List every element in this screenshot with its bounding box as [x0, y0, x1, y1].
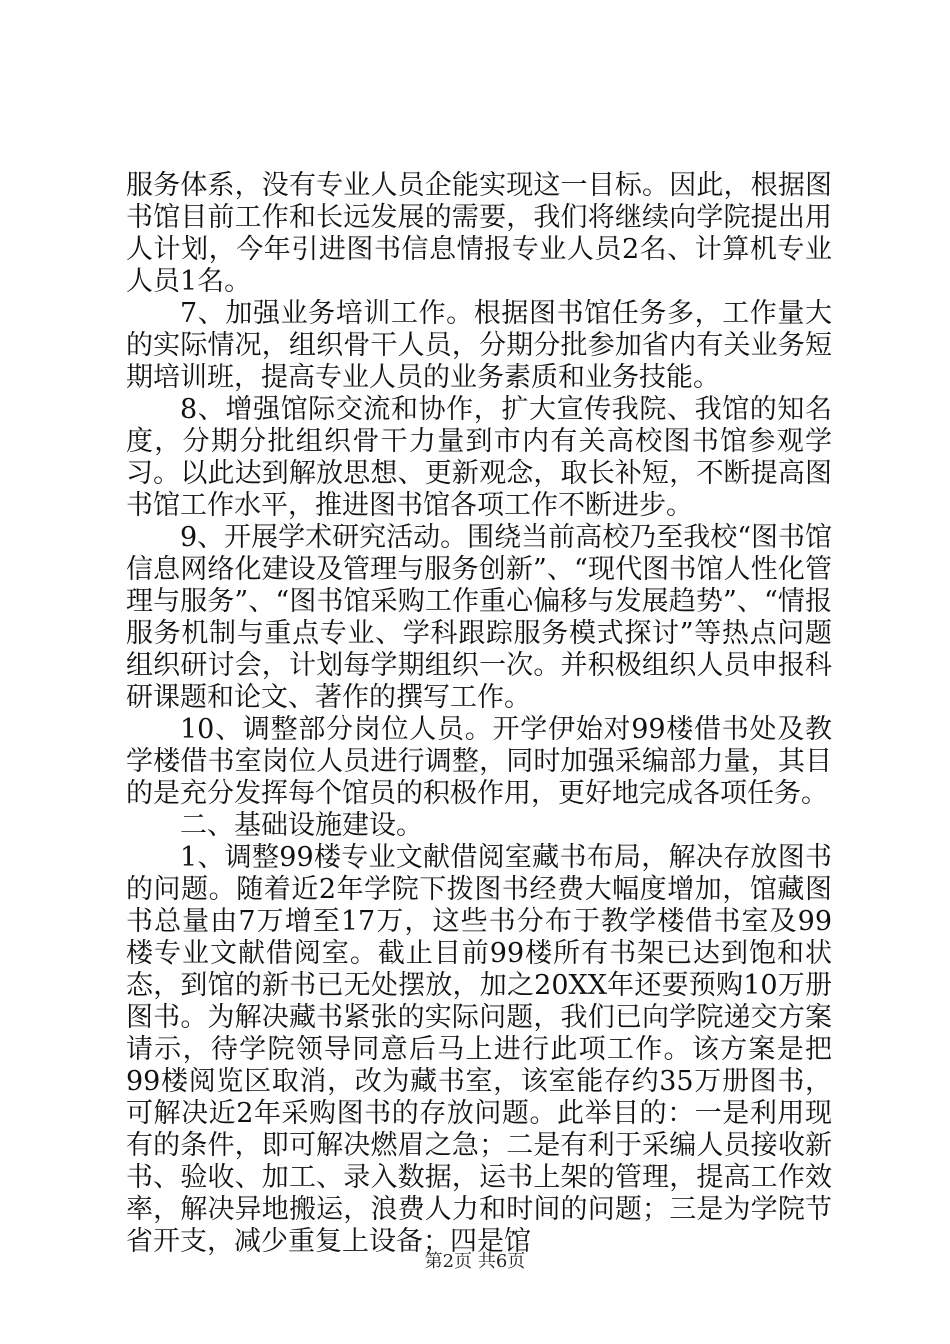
paragraph-facility-1: 1、调整99楼专业文献借阅室藏书布局，解决存放图书的问题。随着近2年学院下拨图书经费大幅度增加，馆藏图书总量由7万增至17万，这些书分布于教学楼借书室及99楼专业文献借阅室。截止目前99楼所有书架已达到饱和状态，到馆的新书已无处摆放，加之20XX年还要预购10万册图书。为解决藏书紧张的实际问题，我们已向学院递交方案请示，待学院领导同意后马上进行此项工作。该方案是把99楼阅览区取消，改为藏书室，该室能存约35万册图书，可解决近2年采购图书的存放问题。此举目的：一是利用现有的条件，即可解决燃眉之急；二是有利于采编人员接收新书、验收、加工、录入数据，运书上架的管理，提高工作效率，解决异地搬运，浪费人力和时间的问题；三是为学院节省开支，减少重复上设备；四是馆 — [126, 842, 832, 1257]
section-heading: 二、基础设施建设。 — [180, 810, 423, 841]
paragraph-item-7: 7、加强业务培训工作。根据图书馆任务多，工作量大的实际情况，组织骨干人员，分期分批参加省内有关业务短期培训班，提高专业人员的业务素质和业务技能。 — [126, 298, 832, 393]
paragraph-continuation: 服务体系，没有专业人员企能实现这一目标。因此，根据图书馆目前工作和长远发展的需要，我们将继续向学院提出用人计划，今年引进图书信息情报专业人员2名、计算机专业人员1名。 — [126, 170, 832, 297]
paragraph-item-10: 10、调整部分岗位人员。开学伊始对99楼借书处及教学楼借书室岗位人员进行调整，同时加强采编部力量，其目的是充分发挥每个馆员的积极作用，更好地完成各项任务。 — [126, 714, 832, 809]
paragraph-item-8: 8、增强馆际交流和协作，扩大宣传我院、我馆的知名度，分期分批组织骨干力量到市内有关高校图书馆参观学习。以此达到解放思想、更新观念，取长补短，不断提高图书馆工作水平，推进图书馆各项工作不断进步。 — [126, 394, 832, 521]
paragraph-item-9: 9、开展学术研究活动。围绕当前高校乃至我校“图书馆信息网络化建设及管理与服务创新”、“现代图书馆人性化管理与服务”、“图书馆采购工作重心偏移与发展趋势”、“情报服务机制与重点专业、学科跟踪服务模式探讨”等热点问题组织研讨会，计划每学期组织一次。并积极组织人员申报科研课题和论文、著作的撰写工作。 — [126, 522, 832, 713]
page-footer: 第2页 共6页 — [424, 1251, 526, 1272]
document-body — [126, 170, 832, 1258]
